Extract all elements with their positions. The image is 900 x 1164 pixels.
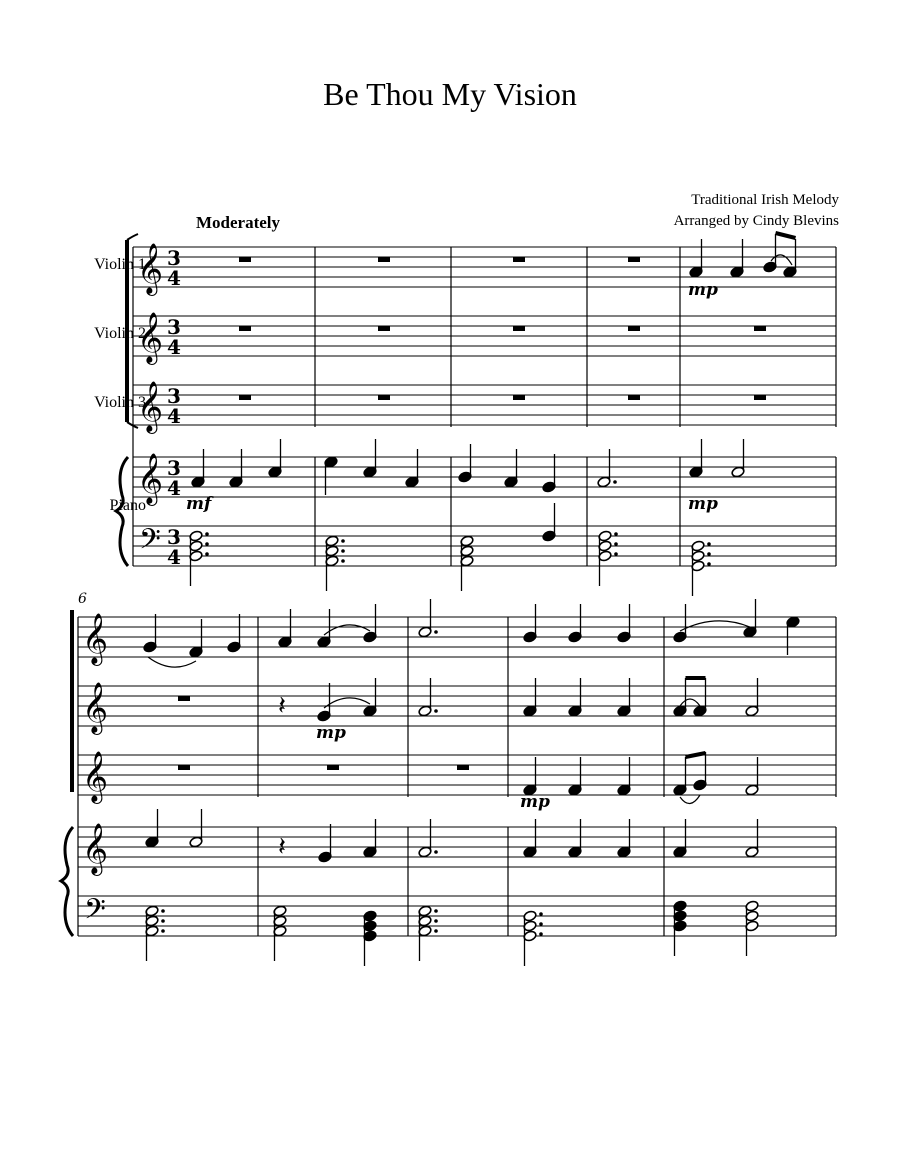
time-signature-bottom: 4 bbox=[167, 266, 181, 290]
whole-rest bbox=[378, 326, 390, 331]
dot bbox=[707, 552, 711, 556]
tempo-marking: Moderately bbox=[196, 213, 281, 232]
slur bbox=[680, 699, 700, 706]
composer-line-2: Arranged by Cindy Blevins bbox=[673, 213, 839, 229]
bass-clef: 𝄢 bbox=[84, 893, 106, 933]
time-signature-top: 3 bbox=[167, 246, 181, 270]
instrument-label-piano: Piano bbox=[109, 497, 146, 514]
time-signature-top: 3 bbox=[167, 456, 181, 480]
treble-clef: 𝄞 bbox=[82, 751, 109, 802]
time-signature-bottom: 4 bbox=[167, 404, 181, 428]
whole-rest bbox=[378, 395, 390, 400]
whole-rest bbox=[628, 257, 640, 262]
treble-clef: 𝄞 bbox=[137, 312, 164, 363]
dot bbox=[539, 912, 543, 916]
whole-rest bbox=[754, 395, 766, 400]
whole-rest bbox=[239, 257, 251, 262]
treble-clef: 𝄞 bbox=[137, 453, 164, 504]
whole-rest bbox=[239, 395, 251, 400]
whole-rest bbox=[178, 765, 190, 770]
piano-brace bbox=[61, 827, 73, 936]
dot bbox=[613, 480, 617, 484]
dot bbox=[614, 532, 618, 536]
time-signature-bottom: 4 bbox=[167, 476, 181, 500]
dot bbox=[205, 552, 209, 556]
dot bbox=[707, 562, 711, 566]
bass-clef: 𝄢 bbox=[139, 523, 161, 563]
dot bbox=[434, 919, 438, 923]
time-signature-top: 3 bbox=[167, 384, 181, 408]
treble-clef: 𝄞 bbox=[82, 682, 109, 733]
whole-rest bbox=[457, 765, 469, 770]
time-signature-bottom: 4 bbox=[167, 335, 181, 359]
time-signature-bottom: 4 bbox=[167, 545, 181, 569]
dot bbox=[434, 929, 438, 933]
dot bbox=[161, 909, 165, 913]
dot bbox=[341, 559, 345, 563]
dynamic-marking: mp bbox=[688, 494, 718, 514]
slur bbox=[680, 795, 700, 804]
whole-rest bbox=[239, 326, 251, 331]
page-title: Be Thou My Vision bbox=[323, 76, 577, 112]
quarter-rest: 𝄽 bbox=[278, 691, 286, 721]
measure-number: 6 bbox=[78, 591, 87, 607]
slur bbox=[680, 621, 750, 631]
treble-clef: 𝄞 bbox=[137, 381, 164, 432]
dot bbox=[161, 929, 165, 933]
slur bbox=[324, 625, 370, 635]
dot bbox=[614, 542, 618, 546]
treble-clef: 𝄞 bbox=[137, 243, 164, 294]
dot bbox=[434, 709, 438, 713]
time-signature-top: 3 bbox=[167, 315, 181, 339]
treble-clef: 𝄞 bbox=[82, 613, 109, 664]
dot bbox=[341, 549, 345, 553]
instrument-label-violin-1: Violin 1 bbox=[94, 256, 146, 273]
whole-rest bbox=[628, 326, 640, 331]
slur bbox=[148, 657, 196, 667]
whole-rest bbox=[628, 395, 640, 400]
dot bbox=[707, 542, 711, 546]
dot bbox=[434, 630, 438, 634]
dynamic-marking: mp bbox=[316, 723, 346, 743]
piano-brace bbox=[116, 457, 128, 566]
whole-rest bbox=[378, 257, 390, 262]
dot bbox=[434, 850, 438, 854]
whole-rest bbox=[178, 696, 190, 701]
dot bbox=[539, 922, 543, 926]
dot bbox=[161, 919, 165, 923]
dynamic-marking: mp bbox=[688, 280, 718, 300]
composer-line-1: Traditional Irish Melody bbox=[691, 192, 839, 208]
dot bbox=[205, 542, 209, 546]
dynamic-marking: mf bbox=[186, 494, 212, 514]
beam bbox=[776, 233, 796, 238]
whole-rest bbox=[327, 765, 339, 770]
quarter-rest: 𝄽 bbox=[278, 832, 286, 862]
whole-rest bbox=[754, 326, 766, 331]
dynamic-marking: mp bbox=[520, 792, 550, 812]
dot bbox=[539, 932, 543, 936]
instrument-label-violin-3: Violin 3 bbox=[94, 394, 146, 411]
treble-clef: 𝄞 bbox=[82, 823, 109, 874]
instrument-label-violin-2: Violin 2 bbox=[94, 325, 146, 342]
dot bbox=[434, 909, 438, 913]
dot bbox=[614, 552, 618, 556]
whole-rest bbox=[513, 257, 525, 262]
whole-rest bbox=[513, 395, 525, 400]
system-bracket bbox=[127, 234, 138, 240]
whole-rest bbox=[513, 326, 525, 331]
dot bbox=[205, 532, 209, 536]
dot bbox=[341, 539, 345, 543]
beam bbox=[686, 753, 706, 757]
time-signature-top: 3 bbox=[167, 525, 181, 549]
